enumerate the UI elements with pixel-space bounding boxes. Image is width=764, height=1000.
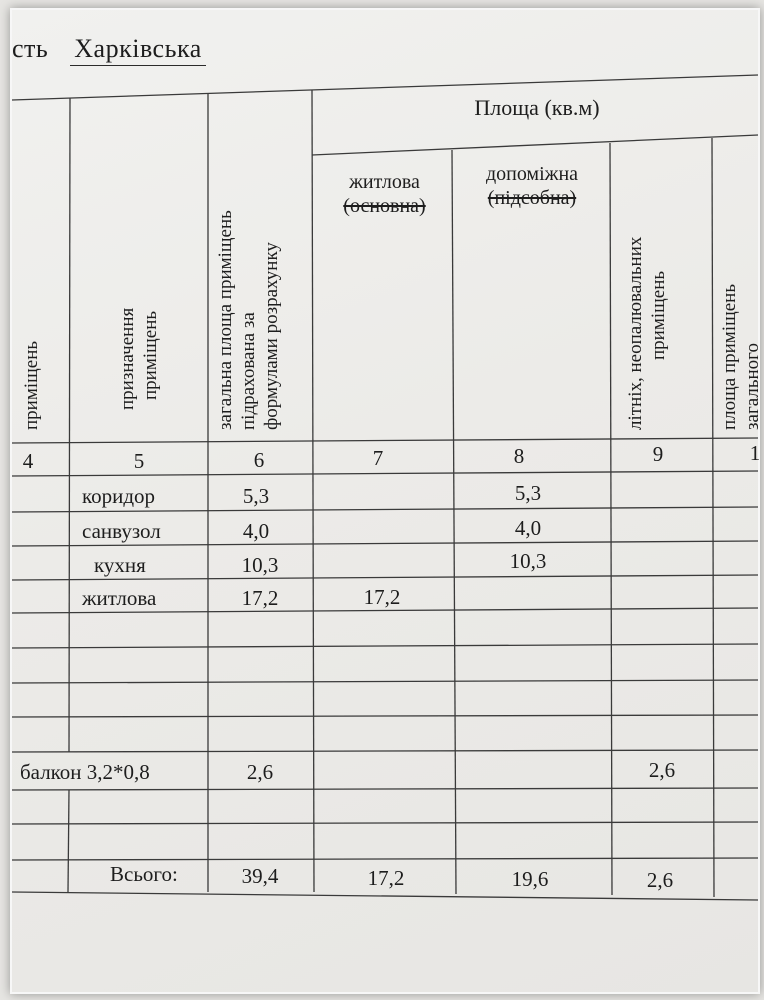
document-page [10, 8, 763, 994]
totals-aux-area: 19,6 [511, 867, 549, 891]
col-number-8: 8 [513, 444, 525, 468]
room-total-area: 5,3 [242, 484, 270, 508]
room-name: коридор [82, 484, 156, 508]
totals-total-area: 39,4 [241, 864, 279, 888]
room-name: кухня [94, 553, 146, 577]
balcony-name: балкон 3,2*0,8 [20, 760, 150, 784]
totals-summer-area: 2,6 [646, 868, 674, 892]
room-name: житлова [82, 586, 157, 610]
room-total-area: 4,0 [242, 519, 270, 543]
col-number-9: 9 [652, 442, 664, 466]
region-value: Харківська [70, 34, 205, 66]
col-number-5: 5 [133, 449, 145, 473]
room-name: санвузол [82, 519, 161, 543]
col-header-10: площа приміщень загального [719, 284, 763, 430]
room-aux-area: 10,3 [509, 549, 547, 573]
col-number-6: 6 [253, 448, 265, 472]
area-group-header: Площа (кв.м) [474, 95, 600, 120]
col-header-6: загальна площа приміщень підрахована за формулами розрахунку [215, 210, 282, 430]
col-number-10: 1 [749, 441, 761, 465]
balcony-total-area: 2,6 [246, 760, 274, 784]
totals-living-area: 17,2 [367, 866, 405, 890]
col-header-7: житлова (основна) [343, 171, 426, 217]
totals-label: Всього: [110, 862, 178, 886]
col-number-4: 4 [22, 449, 34, 473]
col-header-5: призначення приміщень [117, 307, 161, 410]
room-total-area: 10,3 [241, 553, 279, 577]
room-aux-area: 4,0 [514, 516, 542, 540]
room-living-area: 17,2 [363, 585, 401, 609]
col-header-4: приміщень [21, 340, 42, 430]
room-aux-area: 5,3 [514, 481, 542, 505]
balcony-summer-area: 2,6 [648, 758, 676, 782]
region-label: сть [12, 34, 49, 63]
col-header-9: літніх, неопалювальних приміщень [625, 236, 669, 430]
col-number-7: 7 [372, 446, 384, 470]
room-total-area: 17,2 [241, 586, 279, 610]
col-header-8: допоміжна (підсобна) [485, 163, 579, 209]
